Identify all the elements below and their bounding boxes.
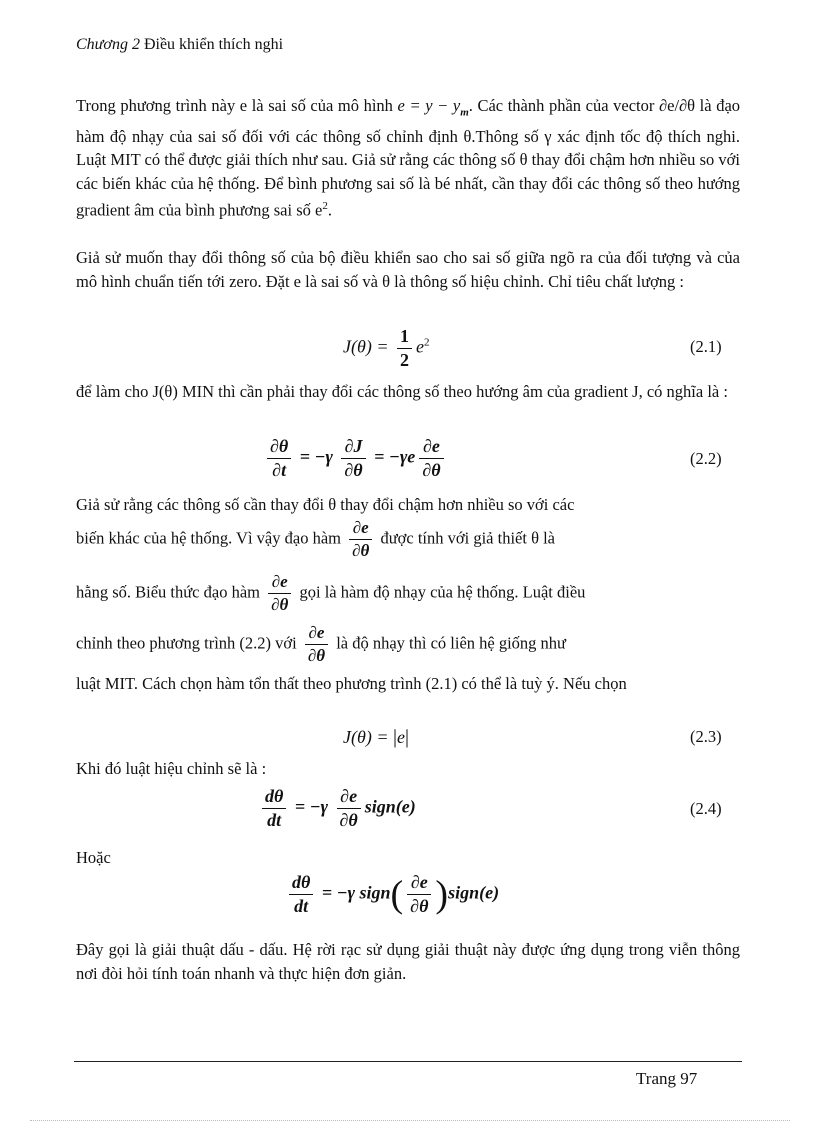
paragraph-1: Trong phương trình này e là sai số của mô hình $e = y - y_m$. Các thành phần của vector ∂e/∂θ là đạo hàm độ nhạy của sai số đối với các thông số chỉnh định θ.Thông số γ xác định tốc độ thích nghi. Luật MIT có thể được giải thích như sau. Giả sử rằng các thông số θ thay đổi chậm hơn nhiều so với các biến khác của hệ thống. Để bình phương sai số là bé nhất, cần thay đổi các thông số theo hướng gradient âm của bình phương sai số $e^2$. (76, 96, 741, 220)
paragraph-5: luật MIT. Cách chọn hàm tổn thất theo phương trình (2.1) có thể là tuỳ ý. Nếu chọn (76, 674, 627, 693)
chapter-title: Điều khiển thích nghi (143, 36, 284, 53)
paragraph-3: để làm cho J(θ) MIN thì cần phải thay đổi các thông số theo hướng âm của gradient J, có nghĩa là : (76, 382, 728, 401)
equation-number-2-3: (2.3) (690, 727, 722, 746)
equation-2-4: $\frac{d\theta}{dt}$ = −γ $\frac{\partial e}{\partial\theta}$ sign(e) (258, 786, 416, 831)
equation-2-3: J(θ) = |e| (343, 726, 409, 748)
paragraph-4-line-4: chỉnh theo phương trình (2.2) với $\frac{\partial e}{\partial\theta}$ là độ nhạy thì có liên hệ giống như (76, 623, 567, 665)
paragraph-4-line-1: Giả sử rằng các thông số cần thay đổi θ thay đổi chậm hơn nhiều so với các (76, 495, 575, 514)
paragraph-7: Hoặc (76, 848, 111, 867)
paragraph-4-line-3: hằng số. Biểu thức đạo hàm $\frac{\partial e}{\partial\theta}$ gọi là hàm độ nhạy của hệ thống. Luật điều (76, 572, 586, 614)
paragraph-4-line-2: biến khác của hệ thống. Vì vậy đạo hàm $\frac{\partial e}{\partial\theta}$ được tính với giả thiết θ là (76, 518, 555, 560)
page-number: Trang 97 (636, 1069, 698, 1088)
page-edge-divider (30, 1120, 790, 1121)
equation-sign-sign: $\frac{d\theta}{dt}$ = −γ sign( $\frac{\partial e}{\partial\theta}$ )sign(e) (285, 872, 499, 917)
paragraph-8: Đây gọi là giải thuật dấu - dấu. Hệ rời rạc sử dụng giải thuật này được ứng dụng trong viễn thông nơi đòi hỏi tính toán nhanh và thực hiện đơn giản. (76, 940, 740, 983)
page-header (76, 36, 283, 54)
paragraph-6: Khi đó luật hiệu chỉnh sẽ là : (76, 759, 267, 778)
paragraph-2: Giả sử muốn thay đổi thông số của bộ điều khiển sao cho sai số giữa ngõ ra của đối tượng và của mô hình chuẩn tiến tới zero. Đặt e là sai số và θ là thông số hiệu chỉnh. Chỉ tiêu chất lượng : (76, 248, 740, 291)
equation-2-1: J(θ) = $\frac{1}{2}$ $e^2$ (343, 326, 430, 370)
footer-divider (74, 1061, 742, 1062)
equation-number-2-4: (2.4) (690, 799, 722, 818)
equation-number-2-2: (2.2) (690, 449, 722, 468)
chapter-label: Chương 2 (76, 36, 140, 53)
equation-number-2-1: (2.1) (690, 337, 722, 356)
inline-equation: $e = y - y_m$ (397, 96, 469, 119)
equation-2-2: $\frac{\partial\theta}{\partial t}$ = −γ $\frac{\partial J}{\partial\theta}$ = −γe $\frac{\partial e}{\partial\theta}$ (263, 436, 448, 481)
